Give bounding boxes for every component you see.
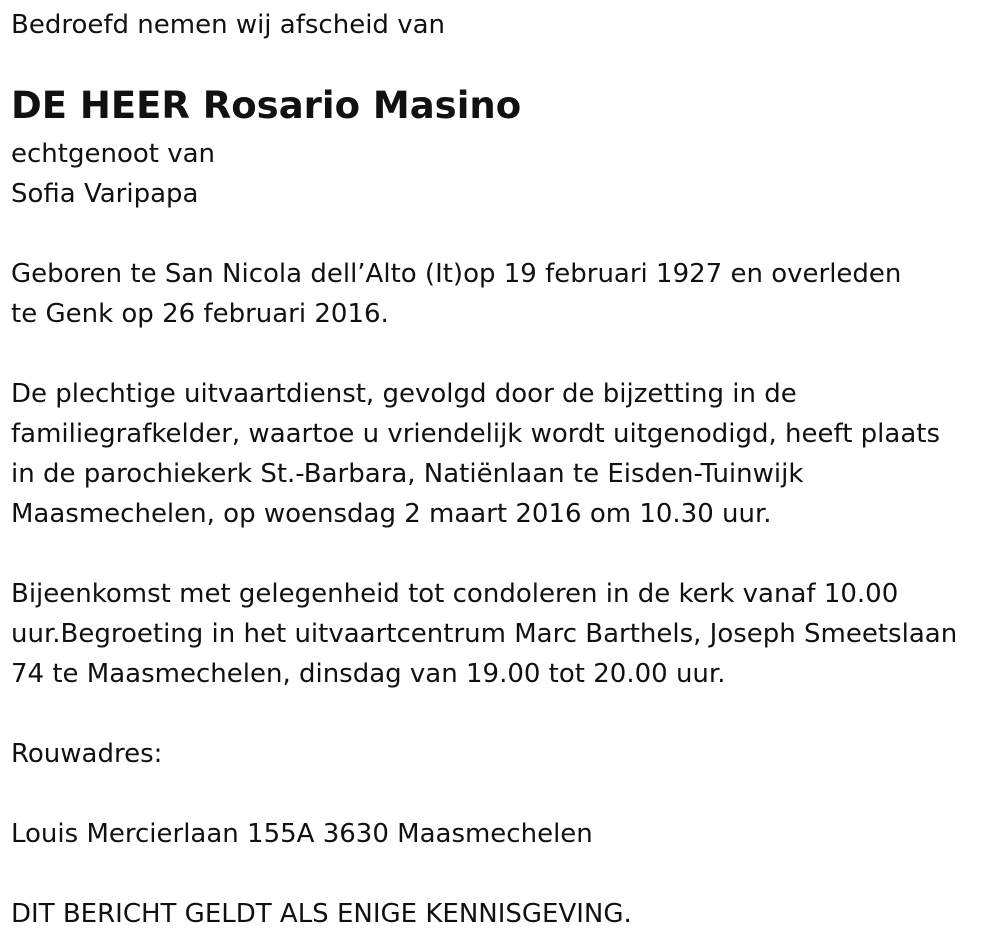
closing-statement: DIT BERICHT GELDT ALS ENIGE KENNISGEVING. [11, 899, 632, 929]
paragraph-line: te Genk op 26 februari 2016. [11, 299, 389, 329]
paragraph-line: Maasmechelen, op woensdag 2 maart 2016 om 10.30 uur. [11, 499, 772, 529]
paragraph-line: 74 te Maasmechelen, dinsdag van 19.00 tot 20.00 uur. [11, 659, 726, 689]
spouse-name: Sofia Varipapa [11, 179, 199, 209]
paragraph-line: familiegrafkelder, waartoe u vriendelijk wordt uitgenodigd, heeft plaats [11, 419, 940, 449]
paragraph-line: Geboren te San Nicola dell’Alto (It)op 19 februari 1927 en overleden [11, 259, 902, 289]
spouse-label: echtgenoot van [11, 139, 216, 169]
condolence-paragraph [11, 574, 957, 694]
intro-text: Bedroefd nemen wij afscheid van [11, 10, 445, 40]
paragraph-line: De plechtige uitvaartdienst, gevolgd door de bijzetting in de [11, 379, 797, 409]
paragraph-line: Bijeenkomst met gelegenheid tot condoleren in de kerk vanaf 10.00 [11, 579, 899, 609]
funeral-service-paragraph [11, 374, 940, 534]
paragraph-line: in de parochiekerk St.-Barbara, Natiënlaan te Eisden-Tuinwijk [11, 459, 804, 489]
deceased-name: DE HEER Rosario Masino [11, 84, 522, 127]
spouse-block [11, 134, 215, 214]
mourning-address: Louis Mercierlaan 155A 3630 Maasmechelen [11, 819, 593, 849]
paragraph-line: uur.Begroeting in het uitvaartcentrum Marc Barthels, Joseph Smeetslaan [11, 619, 958, 649]
mourning-address-label: Rouwadres: [11, 739, 163, 769]
birth-death-paragraph [11, 254, 901, 334]
